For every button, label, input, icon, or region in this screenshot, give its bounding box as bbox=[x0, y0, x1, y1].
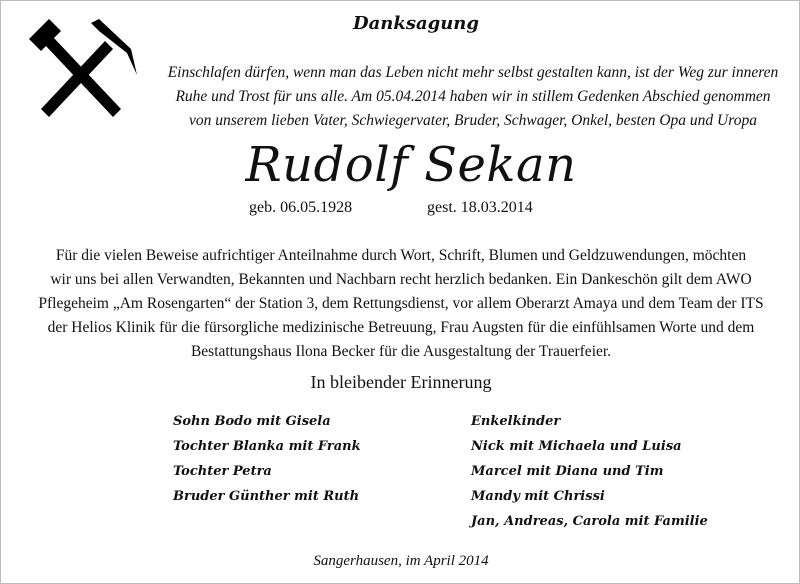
deceased-name: Rudolf Sekan bbox=[245, 137, 577, 193]
notice-title: Danksagung bbox=[353, 13, 479, 34]
place-and-date: Sangerhausen, im April 2014 bbox=[313, 553, 489, 569]
mourner-entry: Mandy mit Chrissi bbox=[471, 489, 605, 504]
mourner-entry: Jan, Andreas, Carola mit Familie bbox=[471, 514, 708, 529]
thanks-line: Bestattungshaus Ilona Becker für die Ausgestaltung der Trauerfeier. bbox=[190, 343, 612, 360]
family-list-right bbox=[471, 409, 708, 534]
death-date: gest. 18.03.2014 bbox=[427, 199, 533, 216]
mourner-entry: Tochter Blanka mit Frank bbox=[173, 439, 361, 454]
thanks-line: der Helios Klinik für die fürsorgliche medizinische Betreuung, Frau Augsten für die einfühlsamen Worte und dem bbox=[47, 319, 755, 336]
mourner-entry: Enkelkinder bbox=[471, 414, 561, 429]
intro-line: Ruhe und Trost für uns alle. Am 05.04.2014 haben wir in stillem Gedenken Abschied genommen bbox=[175, 88, 771, 105]
family-list-left bbox=[173, 409, 361, 509]
mourner-entry: Nick mit Michaela und Luisa bbox=[471, 439, 682, 454]
mourner-entry: Tochter Petra bbox=[173, 464, 272, 479]
memory-heading: In bleibender Erinnerung bbox=[310, 372, 492, 392]
intro-line: Einschlafen dürfen, wenn man das Leben nicht mehr selbst gestalten kann, ist der Weg zur inneren bbox=[167, 64, 779, 81]
mourner-entry: Bruder Günther mit Ruth bbox=[173, 489, 360, 504]
thanks-text bbox=[21, 244, 781, 364]
thanks-line: Für die vielen Beweise aufrichtiger Anteilnahme durch Wort, Schrift, Blumen und Geldzuwendungen, möchten bbox=[55, 247, 747, 264]
birth-date: geb. 06.05.1928 bbox=[249, 199, 353, 216]
thanks-line: wir uns bei allen Verwandten, Bekannten und Nachbarn recht herzlich bedanken. Ein Dankeschön gilt dem AWO bbox=[50, 271, 752, 288]
hammer-and-pick-icon bbox=[23, 19, 143, 119]
thanks-line: Pflegeheim „Am Rosengarten“ der Station 3, dem Rettungsdienst, vor allem Oberarzt Amaya und dem Team der ITS bbox=[38, 295, 764, 312]
intro-line: von unserem lieben Vater, Schwiegervater, Bruder, Schwager, Onkel, besten Opa und Uropa bbox=[189, 112, 757, 129]
mourner-entry: Sohn Bodo mit Gisela bbox=[173, 414, 331, 429]
intro-text bbox=[153, 61, 793, 133]
mourner-entry: Marcel mit Diana und Tim bbox=[471, 464, 664, 479]
